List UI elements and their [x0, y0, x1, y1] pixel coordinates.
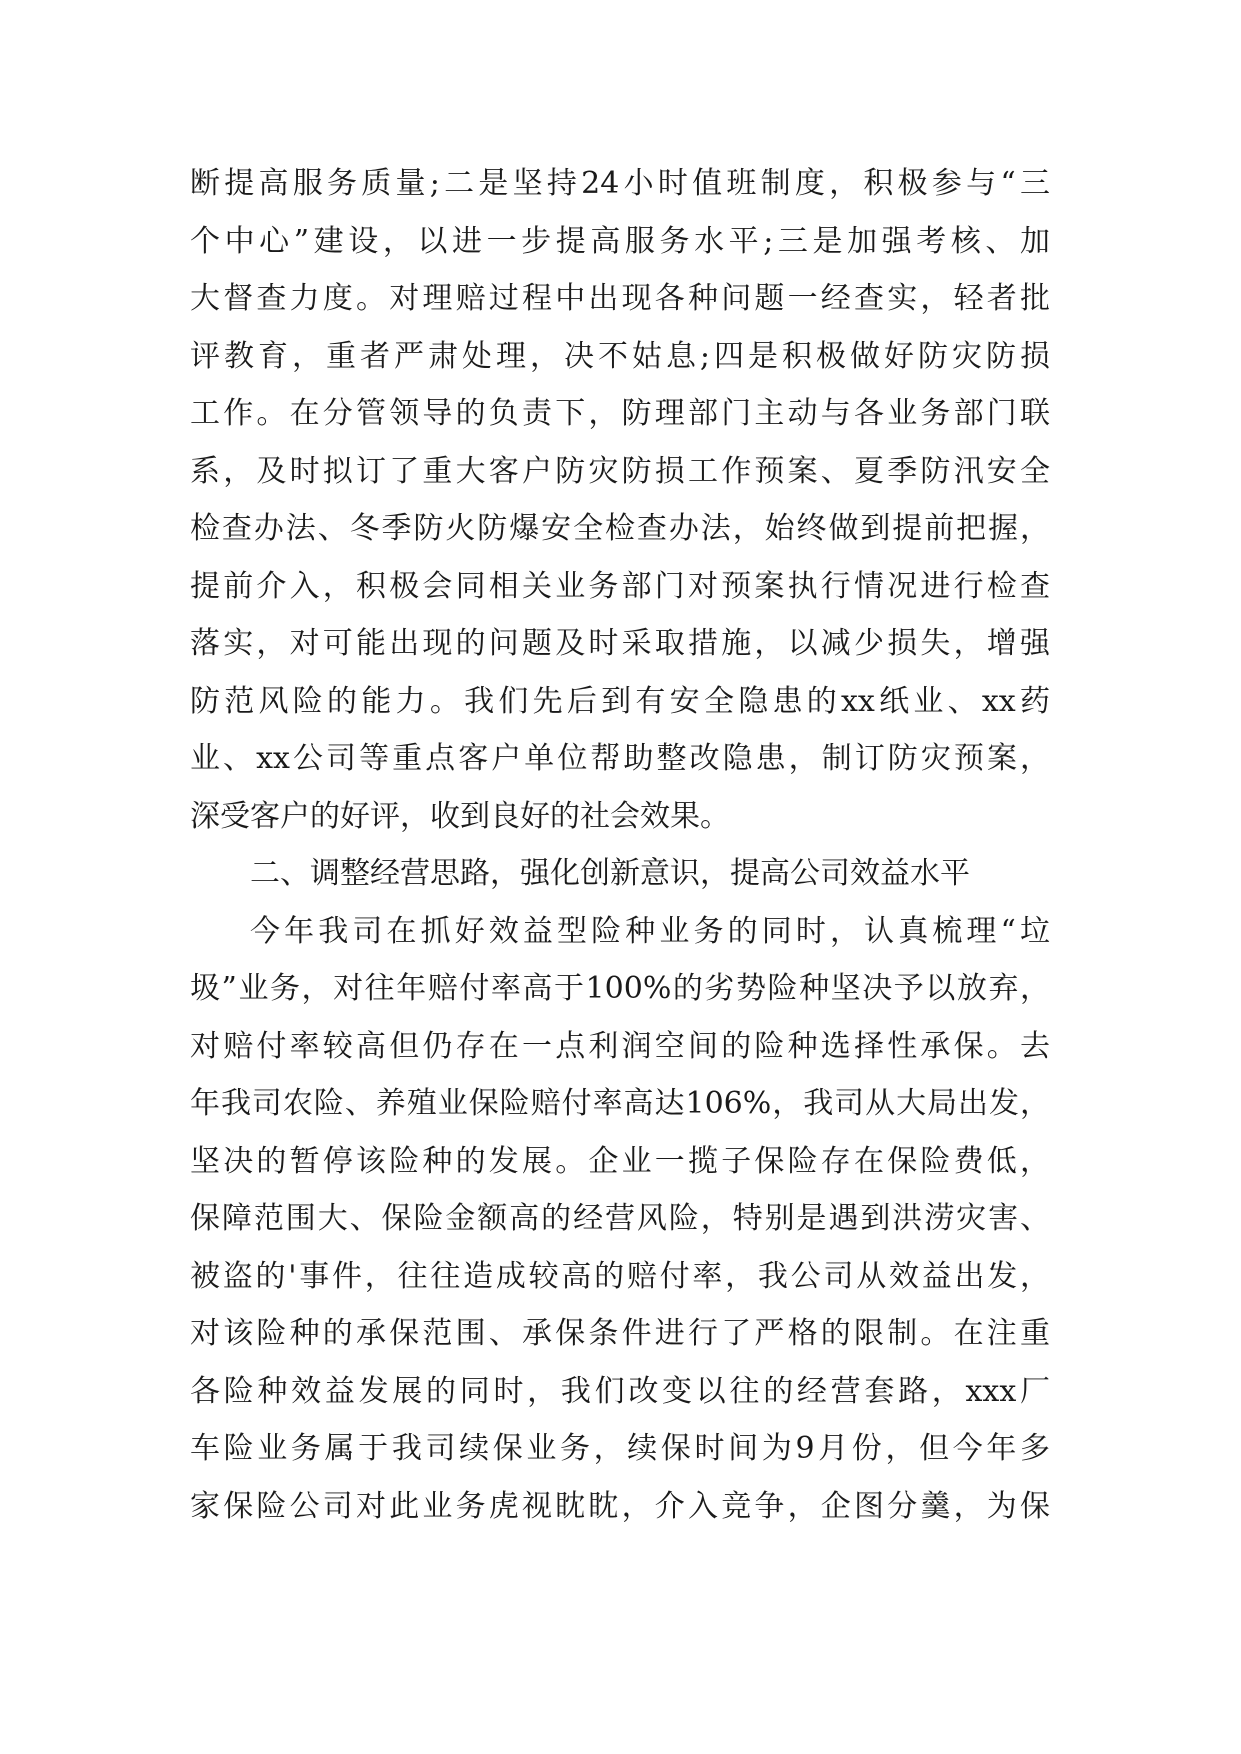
text-line: 车险业务属于我司续保业务，续保时间为9月份，但今年多: [190, 1431, 1050, 1466]
text-line: 家保险公司对此业务虎视眈眈，介入竞争，企图分羹，为保: [190, 1488, 1050, 1524]
text-line: 保障范围大、保险金额高的经营风险，特别是遇到洪涝灾害、: [190, 1201, 1050, 1236]
text-line: 圾”业务，对往年赔付率高于100%的劣势险种坚决予以放弃，: [190, 971, 1050, 1006]
text-line: 落实，对可能出现的问题及时采取措施，以减少损失，增强: [190, 626, 1050, 661]
text-line: 系，及时拟订了重大客户防灾防损工作预案、夏季防汛安全: [190, 453, 1050, 489]
text-line: 深受客户的好评，收到良好的社会效果。: [190, 798, 730, 834]
text-line: 业、xx公司等重点客户单位帮助整改隐患，制订防灾预案，: [190, 741, 1050, 776]
text-line: 提前介入，积极会同相关业务部门对预案执行情况进行检查: [190, 568, 1050, 604]
section-heading: 二、调整经营思路，强化创新意识，提高公司效益水平: [250, 856, 970, 891]
text-line: 防范风险的能力。我们先后到有安全隐患的xx纸业、xx药: [190, 683, 1050, 719]
text-line: 评教育，重者严肃处理，决不姑息;四是积极做好防灾防损: [190, 338, 1050, 374]
document-body: [190, 155, 1050, 1535]
text-line: 断提高服务质量;二是坚持24小时值班制度，积极参与“三: [190, 166, 1050, 201]
text-line: 对赔付率较高但仍存在一点利润空间的险种选择性承保。去: [190, 1028, 1050, 1064]
text-line: 各险种效益发展的同时，我们改变以往的经营套路，xxx厂: [190, 1373, 1050, 1409]
text-line: 工作。在分管领导的负责下，防理部门主动与各业务部门联: [190, 396, 1050, 431]
text-line: 年我司农险、养殖业保险赔付率高达106%，我司从大局出发，: [190, 1086, 1050, 1121]
text-line: 坚决的暂停该险种的发展。企业一揽子保险存在保险费低，: [190, 1143, 1050, 1179]
text-line: 今年我司在抓好效益型险种业务的同时，认真梳理“垃: [250, 913, 1050, 949]
text-line: 被盗的'事件，往往造成较高的赔付率，我公司从效益出发，: [190, 1258, 1050, 1294]
text-line: 大督查力度。对理赔过程中出现各种问题一经查实，轻者批: [190, 281, 1050, 316]
text-line: 检查办法、冬季防火防爆安全检查办法，始终做到提前把握，: [190, 511, 1050, 546]
text-line: 对该险种的承保范围、承保条件进行了严格的限制。在注重: [190, 1316, 1050, 1351]
text-line: 个中心”建设，以进一步提高服务水平;三是加强考核、加: [190, 223, 1050, 259]
